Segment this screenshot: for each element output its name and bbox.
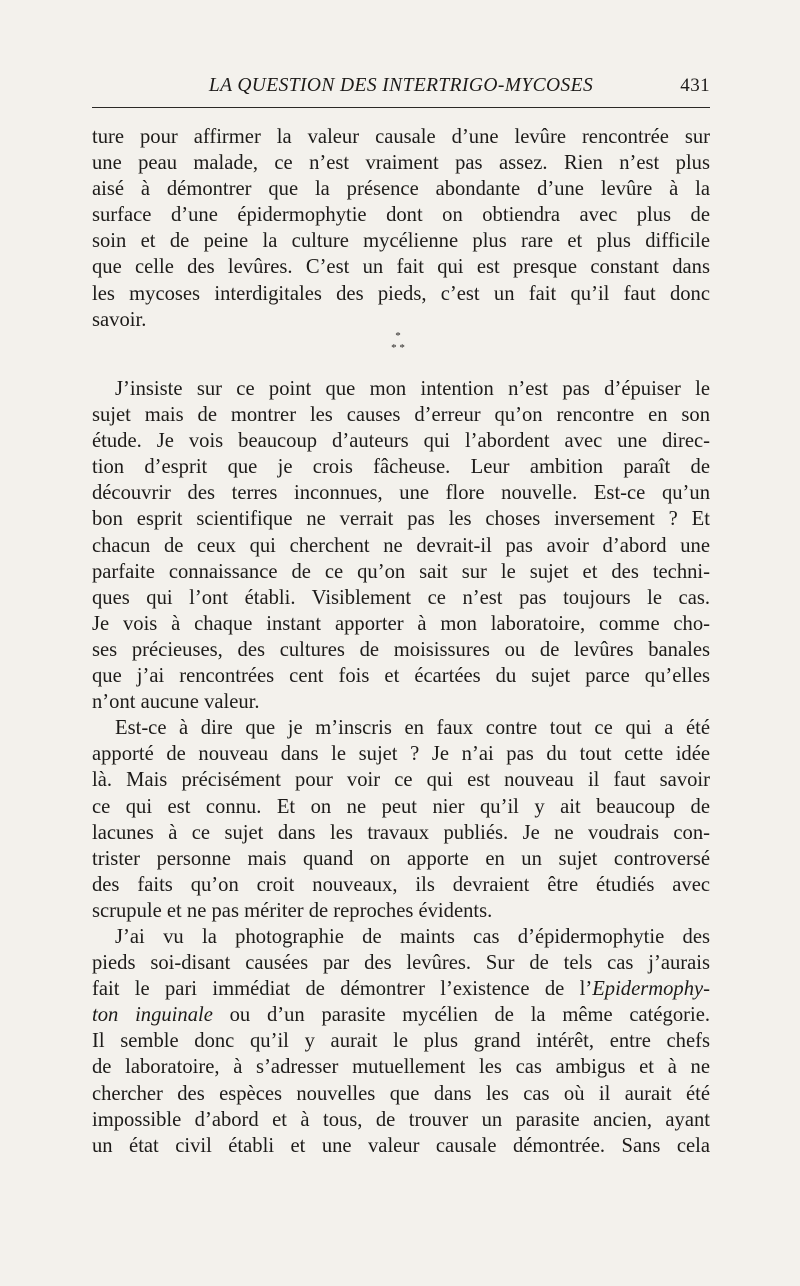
text-line: scrupule et ne pas mériter de reproches évidents. bbox=[92, 899, 493, 922]
text-line: chacun de ceux qui cherchent ne devrait-il pas avoir d’abord une bbox=[92, 534, 710, 557]
text-line: aisé à démontrer que la présence abondante d’une levûre à la bbox=[92, 178, 710, 201]
text-line: de laboratoire, à s’adresser mutuellement les cas ambigus et à ne bbox=[92, 1056, 710, 1079]
species-name-italic: ton inguinale bbox=[92, 1004, 213, 1027]
text-line: apporté de nouveau dans le sujet ? Je n’ai pas du tout cette idée bbox=[92, 743, 710, 766]
text-line: un état civil établi et une valeur causale démontrée. Sans cela bbox=[92, 1134, 710, 1157]
text-line: ques qui l’ont établi. Visiblement ce n’est pas toujours le cas. bbox=[92, 586, 710, 609]
page-number: 431 bbox=[680, 75, 710, 96]
text-fragment: fait le pari immédiat de démontrer l’existence de l’ bbox=[92, 978, 593, 1001]
paragraph-4 bbox=[92, 924, 710, 1159]
text-line: pieds soi-disant causées par des levûres. Sur de tels cas j’aurais bbox=[92, 952, 710, 975]
text-line: étude. Je vois beaucoup d’auteurs qui l’abordent avec une direc- bbox=[92, 430, 710, 453]
text-line: J’insiste sur ce point que mon intention n’est pas d’épuiser le bbox=[115, 378, 710, 400]
text-fragment: ou d’un parasite mycélien de la même catégorie. bbox=[212, 1004, 710, 1027]
text-line: Est-ce à dire que je m’inscris en faux contre tout ce qui a été bbox=[115, 717, 710, 740]
text-line: sujet mais de montrer les causes d’erreur qu’on rencontre en son bbox=[92, 404, 710, 427]
running-head bbox=[92, 75, 710, 101]
paragraph-3 bbox=[92, 715, 710, 924]
text-line: là. Mais précisément pour voir ce qui est nouveau il faut savoir bbox=[92, 769, 710, 792]
text-line: ses précieuses, des cultures de moisissures ou de levûres banales bbox=[92, 638, 710, 661]
text-line: que j’ai rencontrées cent fois et écartées du sujet parce qu’elles bbox=[92, 665, 710, 688]
text-line: une peau malade, ce n’est vraiment pas assez. Rien n’est plus bbox=[92, 152, 710, 175]
text-line: des faits qu’on croit nouveaux, ils devraient être étudiés avec bbox=[92, 873, 710, 896]
asterism-separator bbox=[358, 330, 438, 354]
text-line: Je vois à chaque instant apporter à mon laboratoire, comme cho- bbox=[92, 612, 710, 635]
text-line: bon esprit scientifique ne verrait pas les choses inversement ? Et bbox=[92, 508, 710, 531]
text-line bbox=[92, 1002, 710, 1028]
text-line: surface d’une épidermophytie dont on obtiendra avec plus de bbox=[92, 204, 710, 227]
paragraph-2 bbox=[92, 376, 710, 715]
text-line: soin et de peine la culture mycélienne plus rare et plus difficile bbox=[92, 230, 710, 253]
asterism-top: * bbox=[395, 330, 401, 342]
text-line: trister personne mais quand on apporte en un sujet controversé bbox=[92, 847, 710, 870]
species-name-italic: Epidermophy- bbox=[592, 978, 710, 1001]
running-title: LA QUESTION DES INTERTRIGO-MYCOSES bbox=[208, 75, 594, 96]
text-line: parfaite connaissance de ce qu’on sait sur le sujet et des techni- bbox=[92, 560, 710, 583]
paragraph-1 bbox=[92, 124, 710, 333]
text-line bbox=[92, 976, 710, 1002]
text-line: lacunes à ce sujet dans les travaux publiés. Je ne voudrais con- bbox=[92, 821, 710, 844]
header-rule bbox=[92, 107, 710, 108]
asterism-bottom: * * bbox=[391, 342, 405, 354]
text-line: ture pour affirmer la valeur causale d’une levûre rencontrée sur bbox=[92, 126, 710, 148]
text-line: J’ai vu la photographie de maints cas d’épidermophytie des bbox=[115, 925, 710, 948]
text-line: impossible d’abord et à tous, de trouver un parasite ancien, ayant bbox=[92, 1108, 710, 1131]
text-line: découvrir des terres inconnues, une flore nouvelle. Est-ce qu’un bbox=[92, 482, 710, 505]
text-line: n’ont aucune valeur. bbox=[92, 691, 260, 714]
text-line: les mycoses interdigitales des pieds, c’est un fait qu’il faut donc bbox=[92, 282, 710, 305]
body-text bbox=[92, 376, 710, 1159]
text-line: ce qui est connu. Et on ne peut nier qu’il y ait beaucoup de bbox=[92, 795, 710, 818]
text-line: savoir. bbox=[92, 308, 147, 331]
text-line: chercher des espèces nouvelles que dans les cas où il aurait été bbox=[92, 1082, 710, 1105]
text-line: tion d’esprit que je crois fâcheuse. Leur ambition paraît de bbox=[92, 456, 710, 479]
text-line: que celle des levûres. C’est un fait qui est presque constant dans bbox=[92, 256, 710, 279]
text-line: Il semble donc qu’il y aurait le plus grand intérêt, entre chefs bbox=[92, 1030, 710, 1053]
